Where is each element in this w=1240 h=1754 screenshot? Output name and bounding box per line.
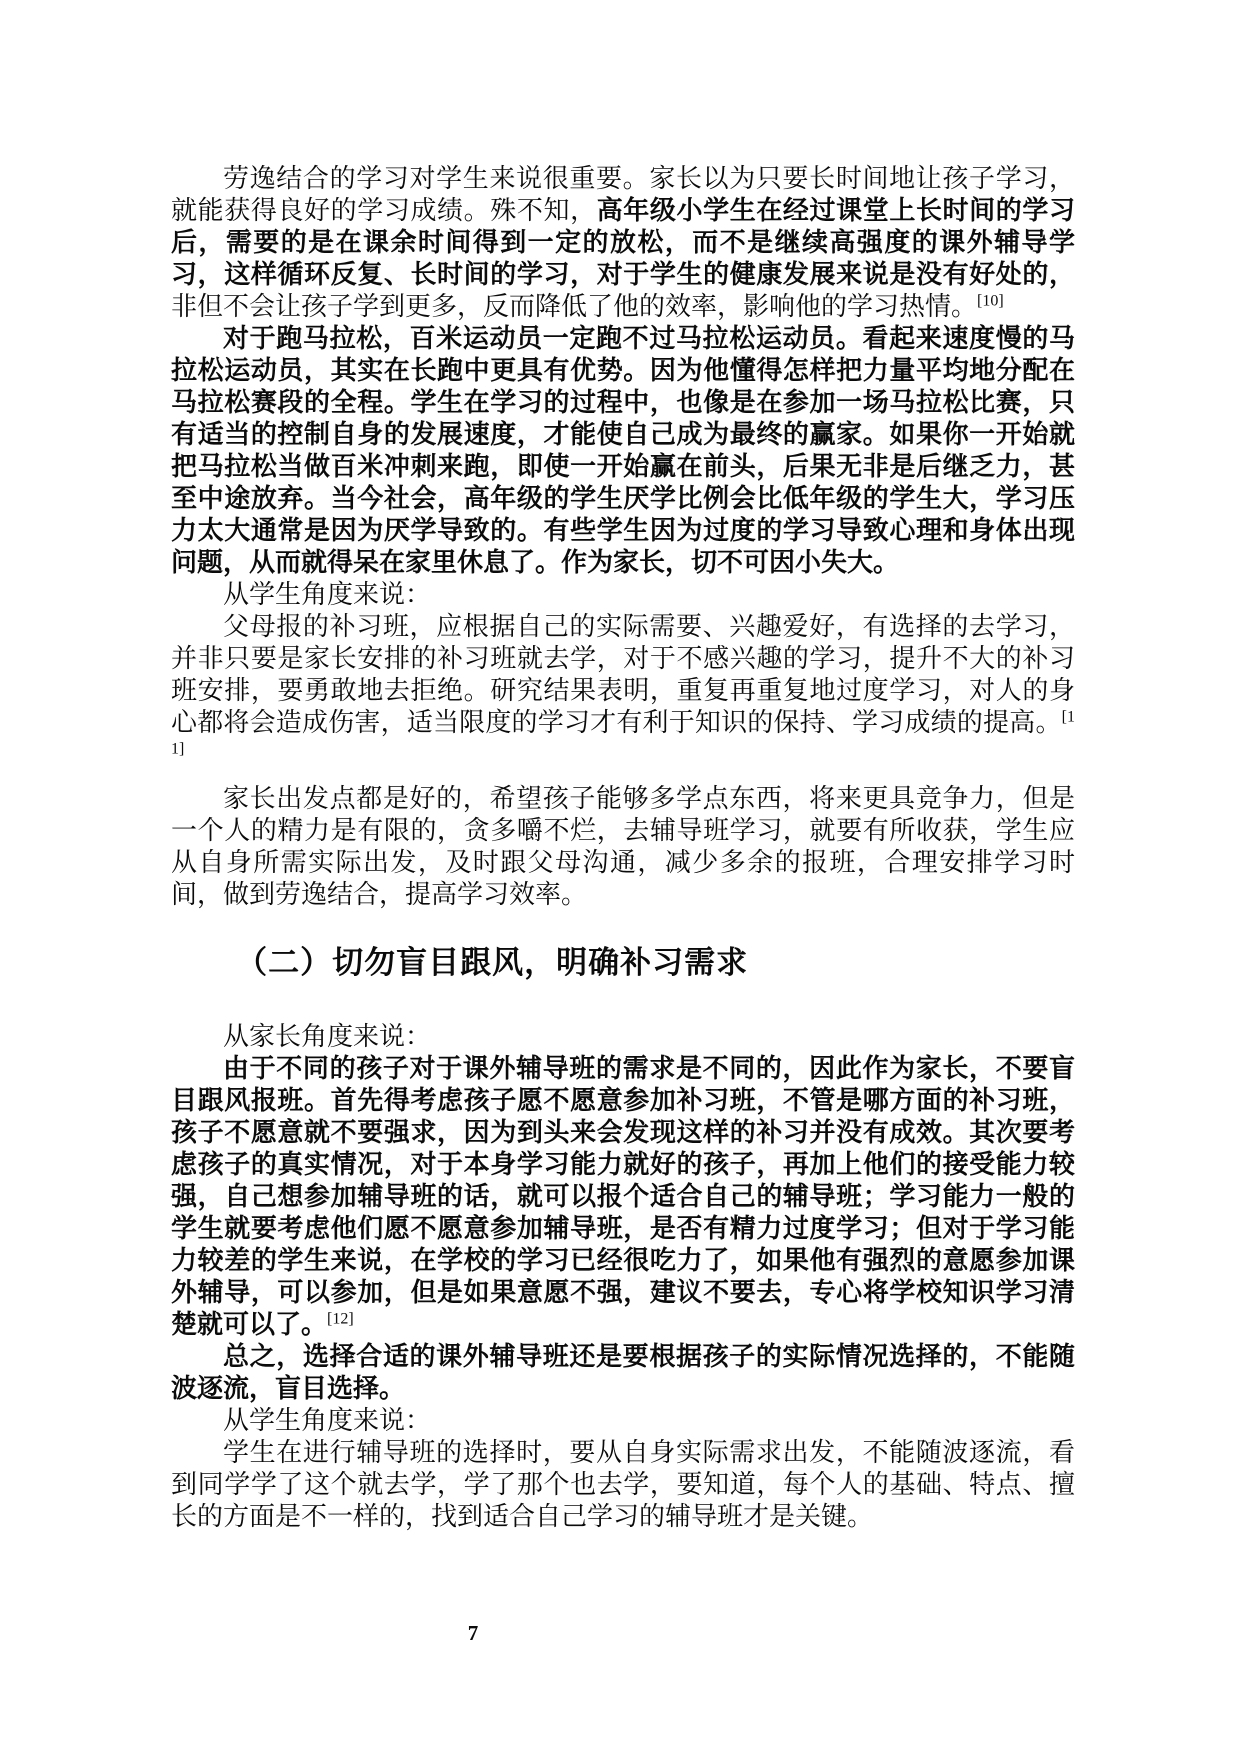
text-run: 非但不会让孩子学到更多，反而降低了他的效率，影响他的学习热情。: [171, 292, 978, 321]
text-run-bold: 由于不同的孩子对于课外辅导班的需求是不同的，因此作为家长，不要盲目跟风报班。首先得考虑孩子愿不愿意参加补习班，不管是哪方面的补习班，孩子不愿意就不要强求，因为到头来会发现这样的补习并没有成效。其次要考虑孩子的真实情况，对于本身学习能力就好的孩子，再加上他们的接受能力较强，自己想参加辅导班的话，就可以报个适合自己的辅导班；学习能力一般的学生就要考虑他们愿不愿意参加辅导班，是否有精力过度学习；但对于学习能力较差的学生来说，在学校的学习已经很吃力了，如果他有强烈的意愿参加课外辅导，可以参加，但是如果意愿不强，建议不要去，专心将学校知识学习清楚就可以了。: [171, 1054, 1075, 1339]
paragraph-8: 总之，选择合适的课外辅导班还是要根据孩子的实际情况选择的，不能随波逐流，盲目选择。: [171, 1342, 1075, 1403]
paragraph-9: 从学生角度来说：: [223, 1406, 432, 1435]
page-number: 7: [467, 1621, 479, 1645]
text-run-bold: 高年级小学生在经过课堂上长时间的学习后，需要的是在课余时间得到一定的放松，而不是继续高强度的课外辅导学习，这样循环反复、长时间的学习，对于学生的健康发展来说是没有好处的，: [171, 196, 1075, 289]
paragraph-2: 对于跑马拉松，百米运动员一定跑不过马拉松运动员。看起来速度慢的马拉松运动员，其实在长跑中更具有优势。因为他懂得怎样把力量平均地分配在马拉松赛段的全程。学生在学习的过程中，也像是在参加一场马拉松比赛，只有适当的控制自身的发展速度，才能使自己成为最终的赢家。如果你一开始就把马拉松当做百米冲刺来跑，即使一开始赢在前头，后果无非是后继乏力，甚至中途放弃。当今社会，高年级的学生厌学比例会比低年级的学生大，学习压力太大通常是因为厌学导致的。有些学生因为过度的学习导致心理和身体出现问题，从而就得呆在家里休息了。作为家长，切不可因小失大。: [171, 324, 1075, 577]
citation-ref-12: [12]: [327, 1310, 354, 1328]
page-body: [171, 163, 1075, 1533]
citation-ref-11: [11]: [171, 708, 1075, 758]
paragraph-1: [171, 163, 1075, 323]
section-heading: （二）切勿盲目跟风，明确补习需求: [236, 945, 749, 980]
paragraph-5: 家长出发点都是好的，希望孩子能够多学点东西，将来更具竞争力，但是一个人的精力是有限的，贪多嚼不烂，去辅导班学习，就要有所收获，学生应从自身所需实际出发，及时跟父母沟通，减少多余的报班，合理安排学习时间，做到劳逸结合，提高学习效率。: [171, 784, 1075, 909]
paragraph-10: 学生在进行辅导班的选择时，要从自身实际需求出发，不能随波逐流，看到同学学了这个就去学，学了那个也去学，要知道，每个人的基础、特点、擅长的方面是不一样的，找到适合自己学习的辅导班才是关键。: [171, 1438, 1075, 1531]
citation-ref-10: [10]: [977, 292, 1004, 310]
paragraph-7: [171, 1053, 1075, 1341]
paragraph-6: 从家长角度来说：: [223, 1022, 432, 1051]
text-run: 父母报的补习班，应根据自己的实际需要、兴趣爱好，有选择的去学习，并非只要是家长安排的补习班就去学，对于不感兴趣的学习，提升不大的补习班安排，要勇敢地去拒绝。研究结果表明，重复再重复地过度学习，对人的身心都将会造成伤害，适当限度的学习才有利于知识的保持、学习成绩的提高。: [171, 612, 1075, 737]
paragraph-4: [171, 611, 1075, 771]
paragraph-3: 从学生角度来说：: [223, 580, 432, 609]
text-run: 劳逸结合的学习对学生来说很重要。家长以为只要长时间地让孩子学习，就能获得良好的学习成绩。殊不知，: [171, 164, 1075, 225]
